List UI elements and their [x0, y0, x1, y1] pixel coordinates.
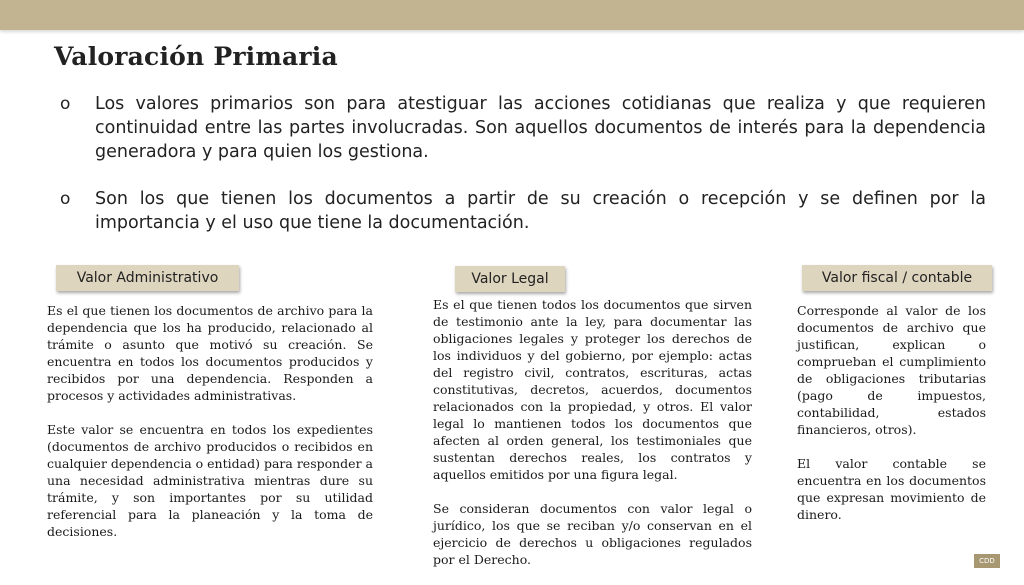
column-paragraph: Se consideran documentos con valor legal o jurídico, los que se reciban y/o conservan en el ejercicio de derechos u obligaciones regulados por el Derecho. — [433, 501, 752, 567]
bullet-text: Los valores primarios son para atestiguar las acciones cotidianas que realiza y que requieren continuidad entre las partes involucradas. Son aquellos documentos de interés para la dependencia generadora y para quien los gestiona. — [95, 94, 986, 162]
tag-valor-fiscal-contable: Valor fiscal / contable — [802, 265, 992, 291]
slide-title: Valoración Primaria — [54, 42, 338, 71]
bullet-marker: o — [60, 189, 71, 209]
bullet-item — [60, 92, 986, 164]
column-administrativo — [47, 302, 373, 557]
column-legal — [433, 296, 752, 585]
column-paragraph: Es el que tienen todos los documentos que sirven de testimonio ante la ley, para documentar las obligaciones legales y proteger los derechos de los individuos y del gobierno, por ejemplo: actas del registro civil, contratos, escrituras, actas constitutivas, decretos, acuerdos, documentos relacionados con la propiedad, y otros. El valor legal lo mantienen todos los documentos que afecten al orden general, los testimoniales que sustentan derechos reales, los contratos y aquellos emitidos por una figura legal. — [433, 297, 752, 482]
bullet-item — [60, 187, 986, 235]
top-banner — [0, 0, 1024, 30]
bullet-text: Son los que tienen los documentos a partir de su creación o recepción y se definen por la importancia y el uso que tiene la documentación. — [95, 189, 986, 233]
tag-valor-administrativo: Valor Administrativo — [56, 265, 239, 291]
bullet-marker: o — [60, 94, 71, 114]
column-paragraph: Corresponde al valor de los documentos de archivo que justifican, explican o comprueban el cumplimiento de obligaciones tributarias (pago de impuestos, contabilidad, estados financieros, otros). — [797, 303, 986, 437]
bullet-list — [60, 92, 986, 258]
column-fiscal — [797, 302, 986, 540]
column-paragraph: El valor contable se encuentra en los documentos que expresan movimiento de dinero. — [797, 456, 986, 522]
column-paragraph: Es el que tienen los documentos de archivo para la dependencia que los ha producido, relacionado al trámite o asunto que motivó su creación. Se encuentra en todos los documentos producidos y recibidos por una dependencia. Responden a procesos y actividades administrativas. — [47, 303, 373, 403]
column-paragraph: Este valor se encuentra en todos los expedientes (documentos de archivo producidos o recibidos en cualquier dependencia o entidad) para responder a una necesidad administrativa mientras dure su trámite, y son importantes por su utilidad referencial para la planeación y la toma de decisiones. — [47, 422, 373, 539]
tag-valor-legal: Valor Legal — [455, 266, 565, 292]
footer-badge: CDD — [974, 554, 1000, 568]
